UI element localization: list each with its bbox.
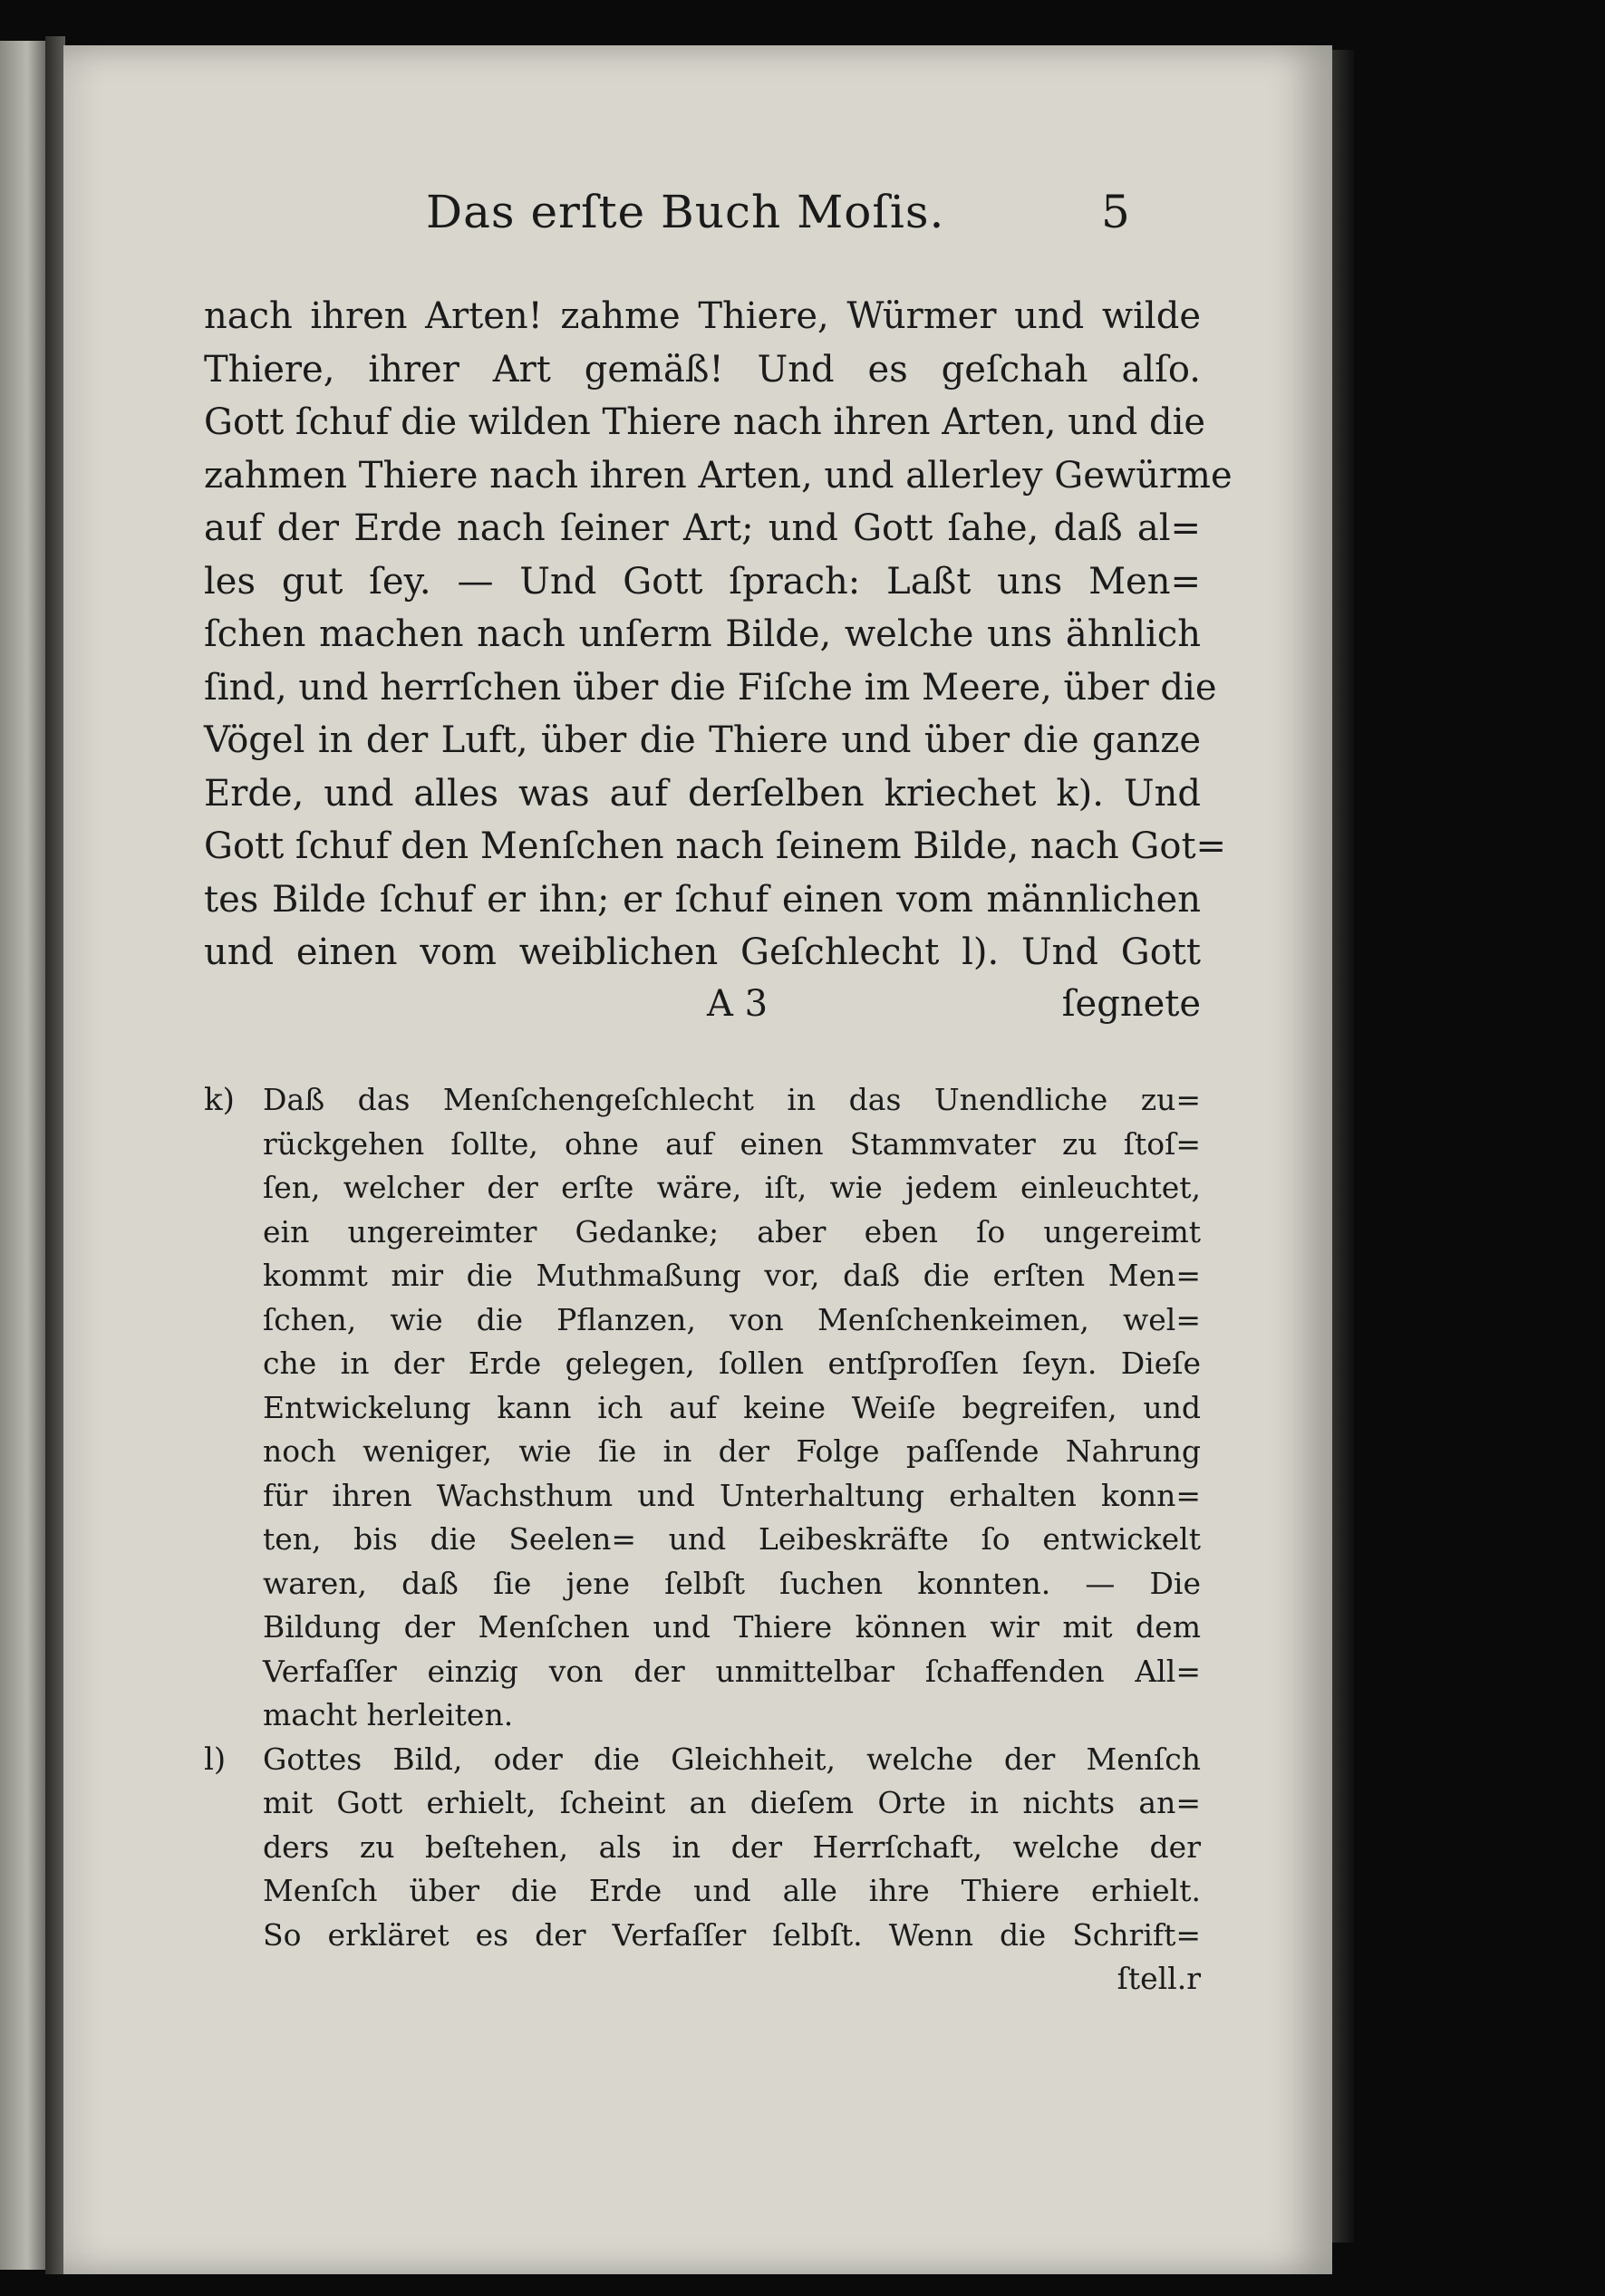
footnote-line: für ihren Wachsthum und Unterhaltung erhalten konn= [263, 1477, 1201, 1513]
footnote-line: che in der Erde gelegen, ſollen entſproſſen ſeyn. Dieſe [263, 1346, 1201, 1381]
footnote-line: Entwickelung kann ich auf keine Weiſe begreifen, und [263, 1389, 1201, 1425]
footnote-line: Menſch über die Erde und alle ihre Thiere erhielt. [263, 1873, 1201, 1908]
running-head [63, 186, 1332, 258]
footnote-mark: k) [204, 1082, 235, 1118]
footnote-line: Gottes Bild, oder die Gleichheit, welche der Menſch [263, 1741, 1201, 1777]
footnote-line: ein ungereimter Gedanke; aber eben ſo ungereimt [263, 1213, 1201, 1249]
text-line: zahmen Thiere nach ihren Arten, und allerley Gewürme [204, 454, 1233, 497]
text-line: Gott ſchuf den Menſchen nach ſeinem Bilde, nach Got= [204, 825, 1227, 867]
footnote-line: Daß das Menſchengeſchlecht in das Unendliche zu= [263, 1082, 1201, 1117]
page-number: 5 [1101, 186, 1130, 238]
page [63, 45, 1332, 2274]
text-line: Vögel in der Luft, über die Thiere und über die ganze [204, 719, 1201, 761]
facing-page-edge [0, 41, 45, 2270]
text-line: Erde, und alles was auf derſelben kriechet k). Und [204, 772, 1201, 815]
footnotes [204, 1078, 1201, 2002]
text-line: und einen vom weiblichen Geſchlecht l). Und Gott [204, 931, 1201, 973]
text-line: ſind, und herrſchen über die Fiſche im Meere, über die [204, 666, 1217, 709]
book-gutter [45, 36, 65, 2274]
text-line: Thiere, ihrer Art gemäß! Und es geſchah alſo. [204, 348, 1201, 391]
text-line: les gut ſey. — Und Gott ſprach: Laßt uns Men= [204, 560, 1201, 603]
signature-mark: A 3 [707, 983, 769, 1025]
footnote-line: Verfaſſer einzig von der unmittelbar ſchaffenden All= [263, 1653, 1201, 1689]
footnote [204, 1738, 1201, 2002]
footnote-line: ſchen, wie die Pflanzen, von Menſchenkeimen, wel= [263, 1301, 1201, 1337]
footnote-line: So erkläret es der Verfaſſer ſelbſt. Wenn die Schrift= [263, 1916, 1201, 1953]
catchline [204, 983, 1201, 1037]
main-text [204, 290, 1233, 979]
footnote-line: ſtell.r [1117, 1961, 1201, 1996]
text-line: nach ihren Arten! zahme Thiere, Würmer und wilde [204, 295, 1201, 337]
text-line: ſchen machen nach unſerm Bilde, welche uns ähnlich [204, 613, 1201, 655]
footnote-line: ſen, welcher der erſte wäre, iſt, wie jedem einleuchtet, [263, 1170, 1201, 1205]
footnote-line: Bildung der Menſchen und Thiere können wir mit dem [263, 1609, 1201, 1645]
footnote-line: ders zu beſtehen, als in der Herrſchaft, welche der [263, 1828, 1201, 1865]
footnote-line: kommt mir die Muthmaßung vor, daß die erſten Men= [263, 1258, 1201, 1293]
text-line: Gott ſchuf die wilden Thiere nach ihren Arten, und die [204, 401, 1206, 443]
footnote-line: noch weniger, wie ſie in der Folge paſſende Nahrung [263, 1433, 1201, 1469]
footnote-line: rückgehen ſollte, ohne auf einen Stammvater zu ſtoſ= [263, 1125, 1201, 1162]
footnote-line: ten, bis die Seelen= und Leibeskräfte ſo entwickelt [263, 1521, 1201, 1557]
footnote-mark: l) [204, 1741, 227, 1778]
footnote-line: macht herleiten. [263, 1697, 514, 1732]
footnote-line: mit Gott erhielt, ſcheint an dieſem Orte in nichts an= [263, 1785, 1201, 1820]
text-line: tes Bilde ſchuf er ihn; er ſchuf einen vom männlichen [204, 878, 1201, 921]
catchword: ſegnete [1061, 983, 1201, 1025]
running-head-title: Das erſte Buch Moſis. [426, 186, 945, 238]
text-line: auf der Erde nach ſeiner Art; und Gott ſahe, daß al= [204, 507, 1201, 549]
footnote-line: waren, daß ſie jene ſelbſt ſuchen konnten. — Die [263, 1565, 1201, 1601]
footnote [204, 1078, 1201, 1738]
